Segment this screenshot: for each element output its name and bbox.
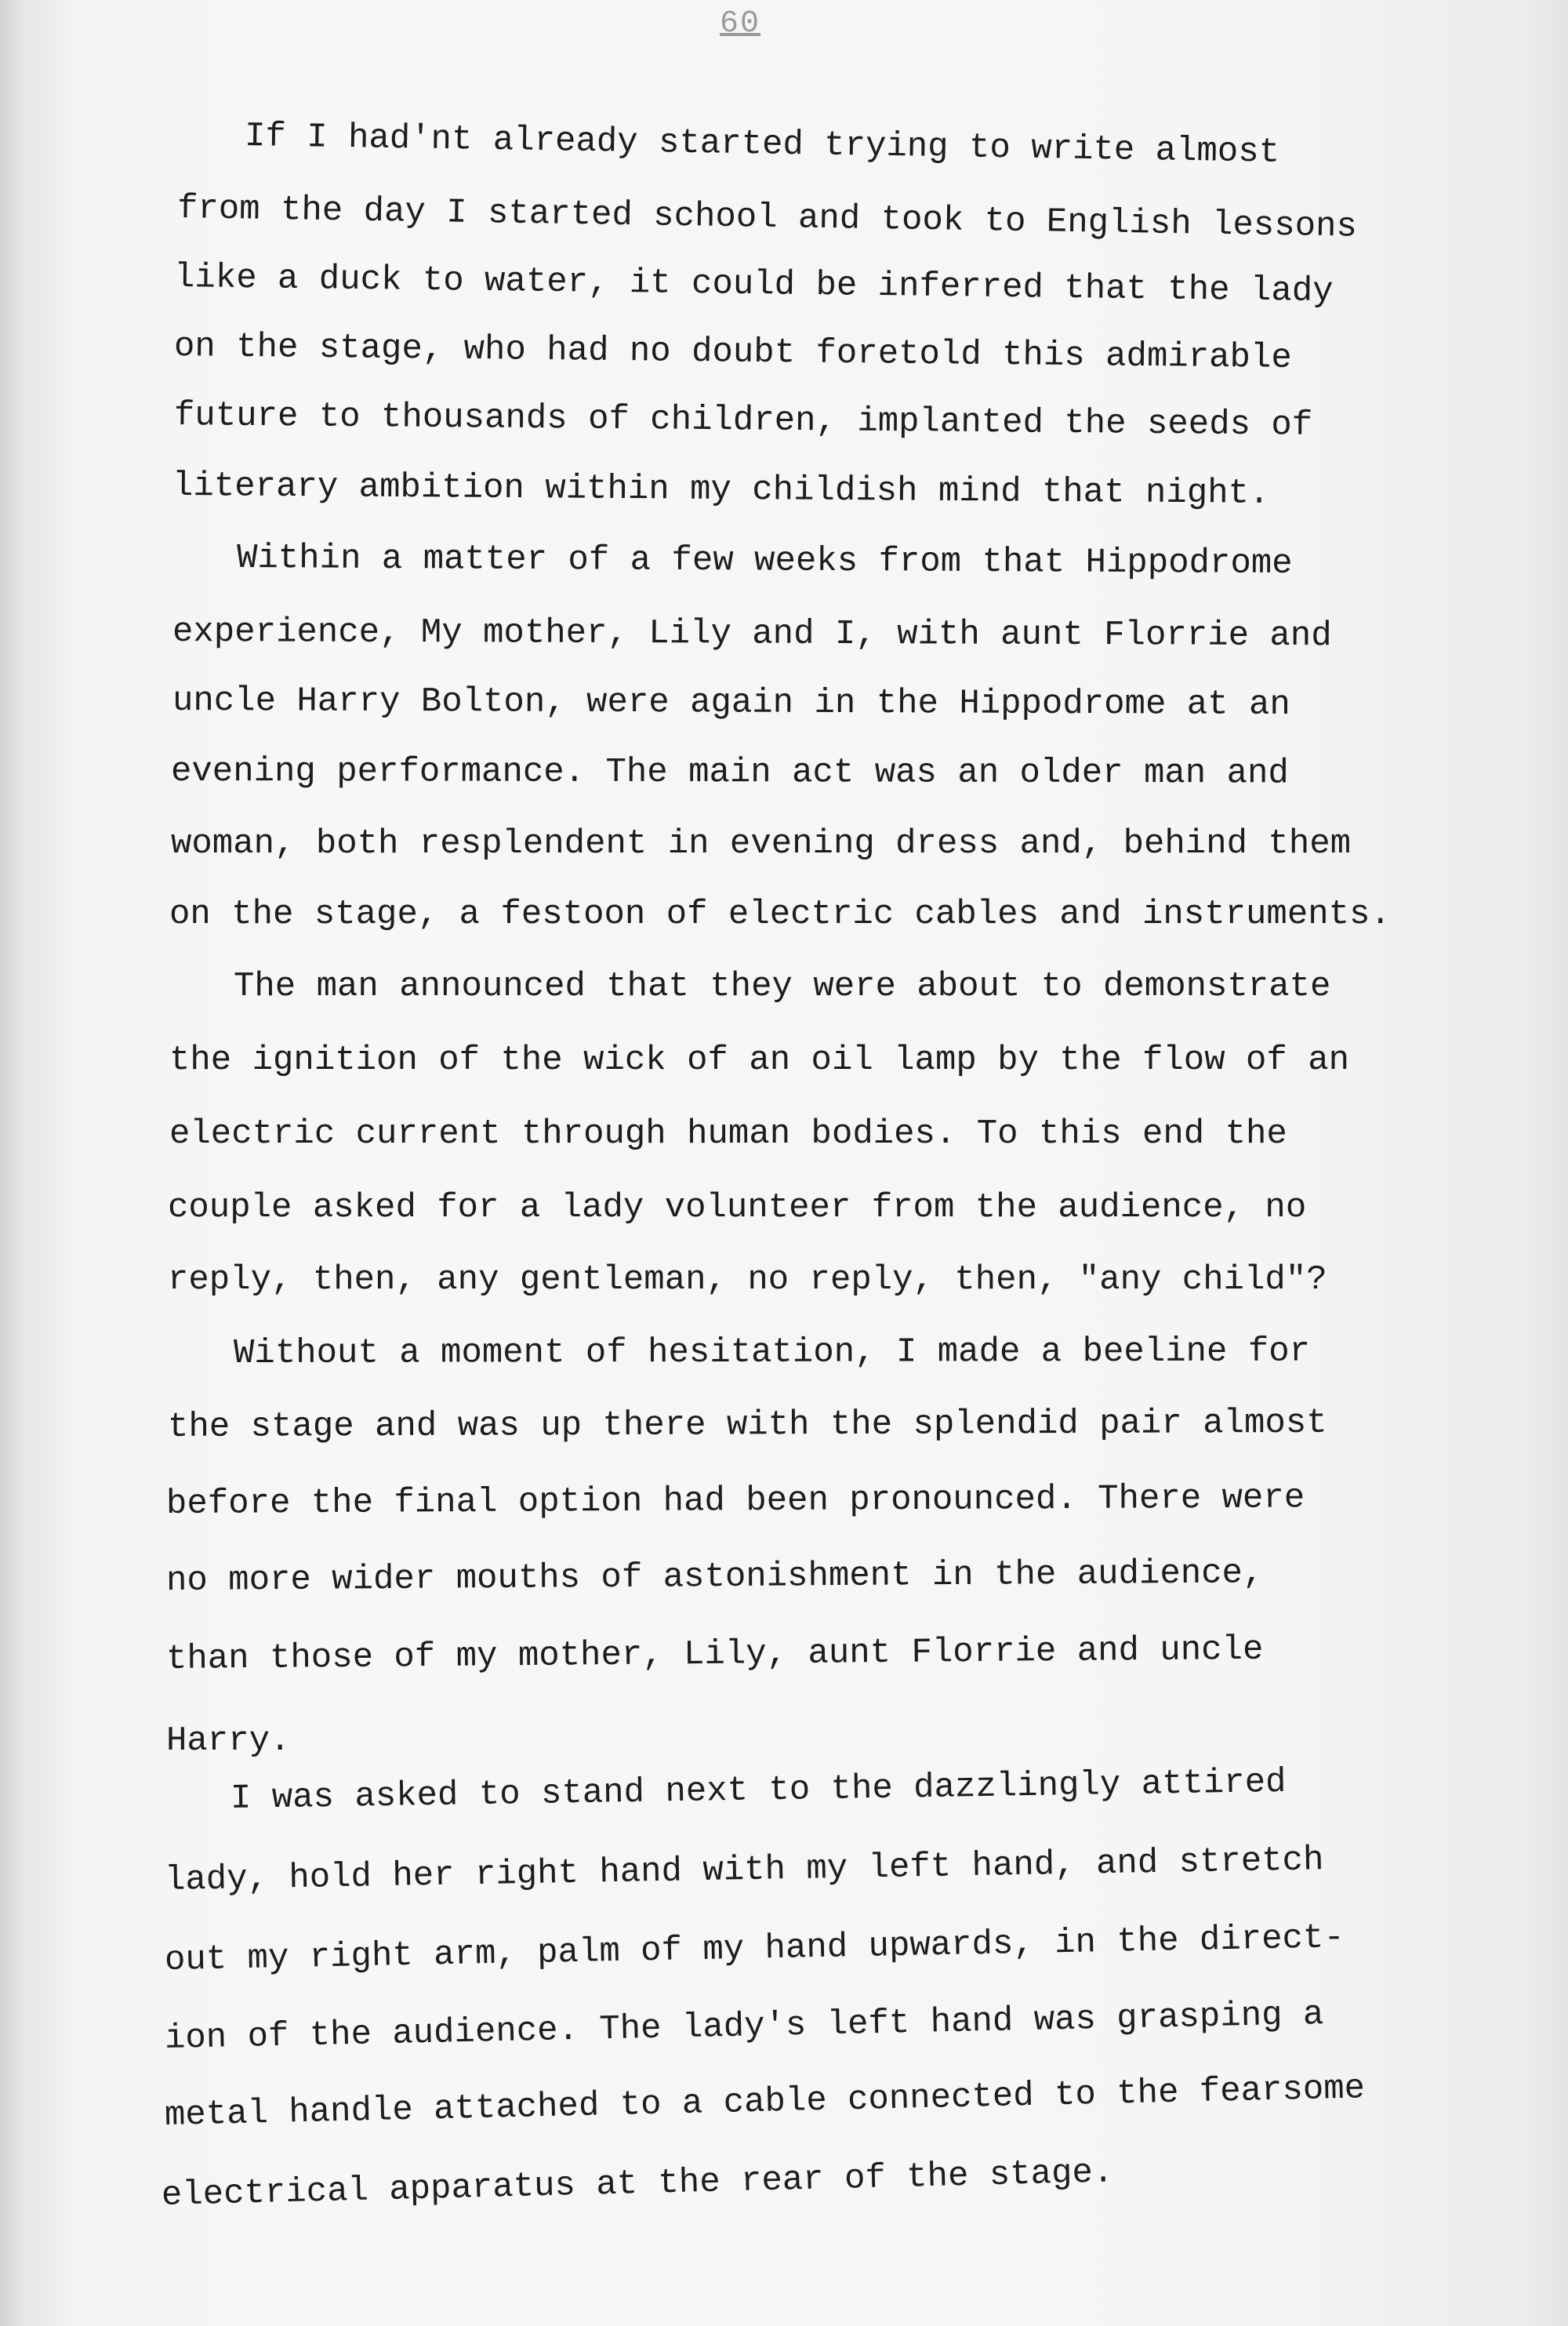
text-line: electric current through human bodies. To this end the [169, 1114, 1287, 1154]
text-line: from the day I started school and took to English lessons [176, 189, 1358, 247]
text-line: future to thousands of children, implanted the seeds of [173, 396, 1313, 445]
text-line: evening performance. The main act was an older man and [170, 752, 1289, 794]
text-line: metal handle attached to a cable connected to the fearsome [164, 2069, 1366, 2135]
text-line: Harry. [166, 1721, 291, 1761]
text-line: before the final option had been pronounced. There were [165, 1478, 1305, 1524]
text-line: out my right arm, palm of my hand upwards, in the direct- [164, 1918, 1345, 1980]
text-line: on the stage, who had no doubt foretold this admirable [173, 327, 1293, 378]
text-line: electrical apparatus at the rear of the stage. [161, 2153, 1114, 2215]
text-line: Within a matter of a few weeks from that Hippodrome [236, 539, 1293, 584]
text-line: I was asked to stand next to the dazzlingly attired [230, 1762, 1287, 1819]
text-line: reply, then, any gentleman, no reply, then, "any child"? [168, 1260, 1327, 1299]
text-line: than those of my mother, Lily, aunt Florrie and uncle [165, 1630, 1264, 1679]
text-line: the stage and was up there with the splendid pair almost [167, 1403, 1327, 1447]
page-number: 60 [720, 6, 761, 42]
text-line: literary ambition within my childish mind that night. [172, 467, 1270, 514]
text-line: ion of the audience. The lady's left hand was grasping a [164, 1995, 1324, 2059]
text-line: lady, hold her right hand with my left hand, and stretch [164, 1841, 1324, 1900]
text-line: Without a moment of hesitation, I made a beeline for [233, 1332, 1311, 1373]
text-line: experience, My mother, Lily and I, with aunt Florrie and [172, 612, 1332, 656]
text-line: uncle Harry Bolton, were again in the Hippodrome at an [172, 681, 1290, 725]
text-line: couple asked for a lady volunteer from the audience, no [168, 1188, 1307, 1227]
text-line: no more wider mouths of astonishment in the audience, [165, 1554, 1264, 1601]
text-line: the ignition of the wick of an oil lamp by the flow of an [169, 1041, 1350, 1080]
text-line: like a duck to water, it could be inferred that the lady [173, 258, 1334, 312]
text-line: woman, both resplendent in evening dress and, behind them [171, 824, 1352, 863]
text-line: If I had'nt already started trying to write almost [244, 117, 1280, 173]
text-line: on the stage, a festoon of electric cables and instruments. [169, 895, 1391, 934]
text-line: The man announced that they were about to demonstrate [234, 967, 1331, 1006]
